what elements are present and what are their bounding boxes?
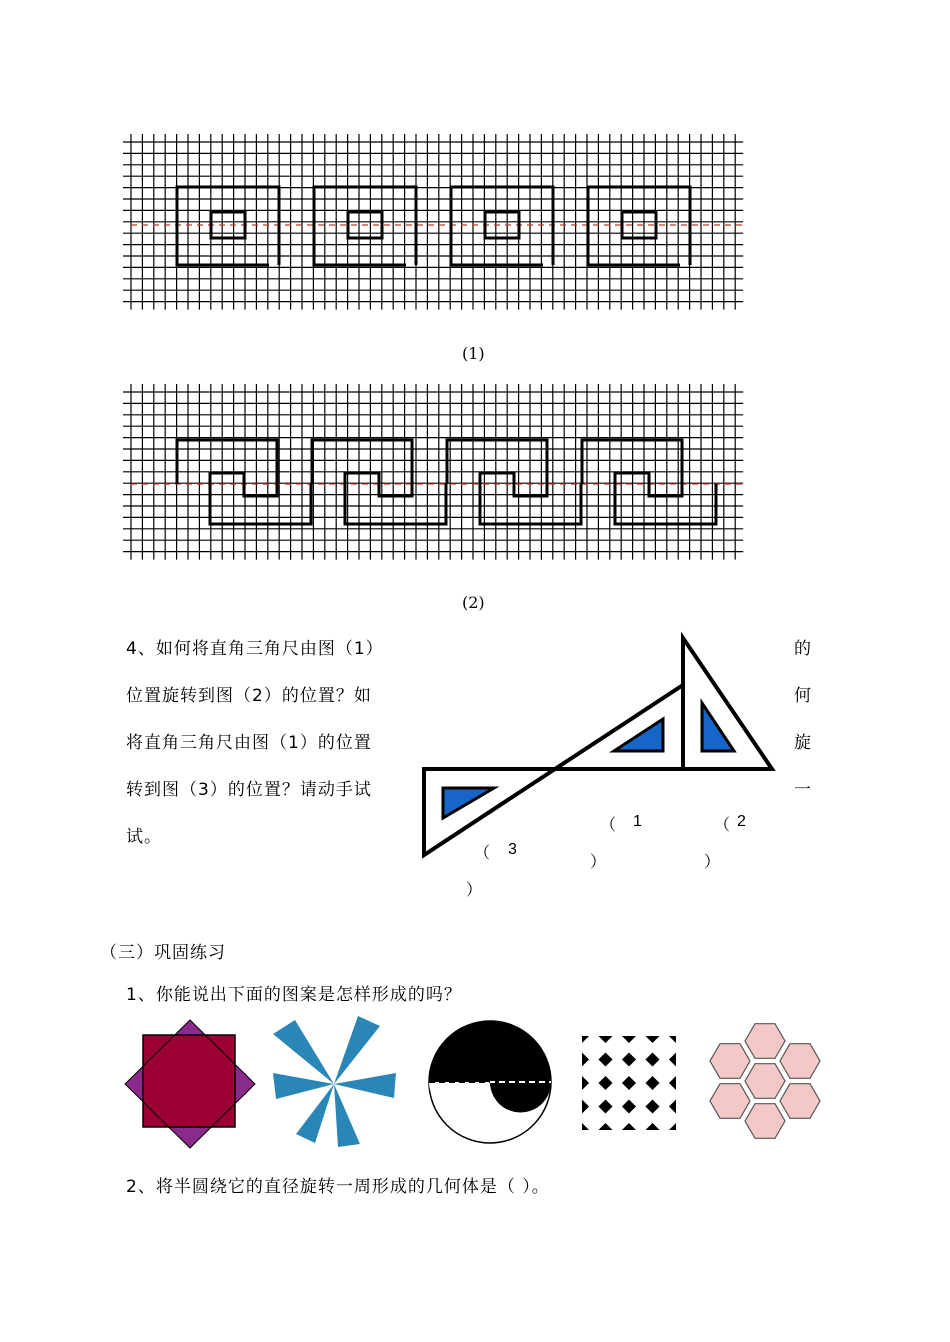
hexagon-tiling-pattern	[710, 1024, 820, 1139]
q4-line-1-left: 4、如何将直角三角尺由图（1）	[126, 639, 384, 659]
octagon-tile	[653, 1036, 677, 1060]
figure-1-caption: (1)	[462, 344, 485, 363]
yin-yang-pattern	[429, 1021, 551, 1143]
hexagon-tile	[710, 1084, 750, 1119]
label-2-open: （	[714, 817, 731, 834]
octagon-tile	[653, 1060, 677, 1084]
label-1-num: 1	[633, 813, 642, 830]
q4-line-2-right: 何	[794, 686, 812, 706]
label-1-close: ）	[590, 854, 607, 871]
q4-line-5-left: 试。	[126, 827, 162, 847]
octagon-tile	[606, 1083, 630, 1107]
octagon-tile	[653, 1083, 677, 1107]
octagon-tile	[629, 1060, 653, 1084]
hexagon-tile	[780, 1084, 820, 1119]
octagon-tile	[582, 1083, 606, 1107]
octagon-tile	[582, 1036, 606, 1060]
q4-line-1-right: 的	[794, 639, 812, 659]
octagon-tile	[653, 1107, 677, 1131]
octagon-tile	[629, 1107, 653, 1131]
hexagon-tile	[745, 1104, 785, 1139]
rotated-squares-pattern	[125, 1020, 255, 1148]
hexagon-tile	[710, 1044, 750, 1079]
octagon-tiling-pattern	[582, 1036, 676, 1130]
octagon-tile	[582, 1107, 606, 1131]
label-2-close: ）	[704, 854, 721, 871]
q4-line-3-right: 旋	[794, 733, 812, 753]
hexagon-tile	[745, 1064, 785, 1099]
q4-line-2-left: 位置旋转到图（2）的位置？如	[126, 686, 372, 706]
octagon-tile	[582, 1060, 606, 1084]
octagon-tile	[606, 1107, 630, 1131]
figure-2-caption: (2)	[462, 593, 485, 612]
section-3-heading: （三）巩固练习	[100, 943, 226, 963]
label-1-open: （	[600, 817, 617, 834]
label-3-open: （	[474, 845, 491, 862]
octagon-tile	[606, 1060, 630, 1084]
q4-line-4-left: 转到图（3）的位置？请动手试	[126, 780, 372, 800]
section-3-question-1: 1、你能说出下面的图案是怎样形成的吗？	[126, 985, 462, 1005]
q4-line-3-left: 将直角三角尺由图（1）的位置	[126, 733, 372, 753]
section-3-question-2: 2、将半圆绕它的直径旋转一周形成的几何体是（ ）。	[126, 1177, 550, 1197]
q4-line-4-right: 一	[794, 780, 812, 800]
label-3-close: ）	[466, 882, 483, 899]
hexagon-tile	[745, 1024, 785, 1059]
pinwheel-pattern	[273, 1016, 396, 1147]
label-3-num: 3	[508, 841, 517, 858]
octagon-tile	[629, 1083, 653, 1107]
hexagon-tile	[780, 1044, 820, 1079]
label-2-num: 2	[737, 813, 746, 830]
octagon-tile	[606, 1036, 630, 1060]
octagon-tile	[629, 1036, 653, 1060]
